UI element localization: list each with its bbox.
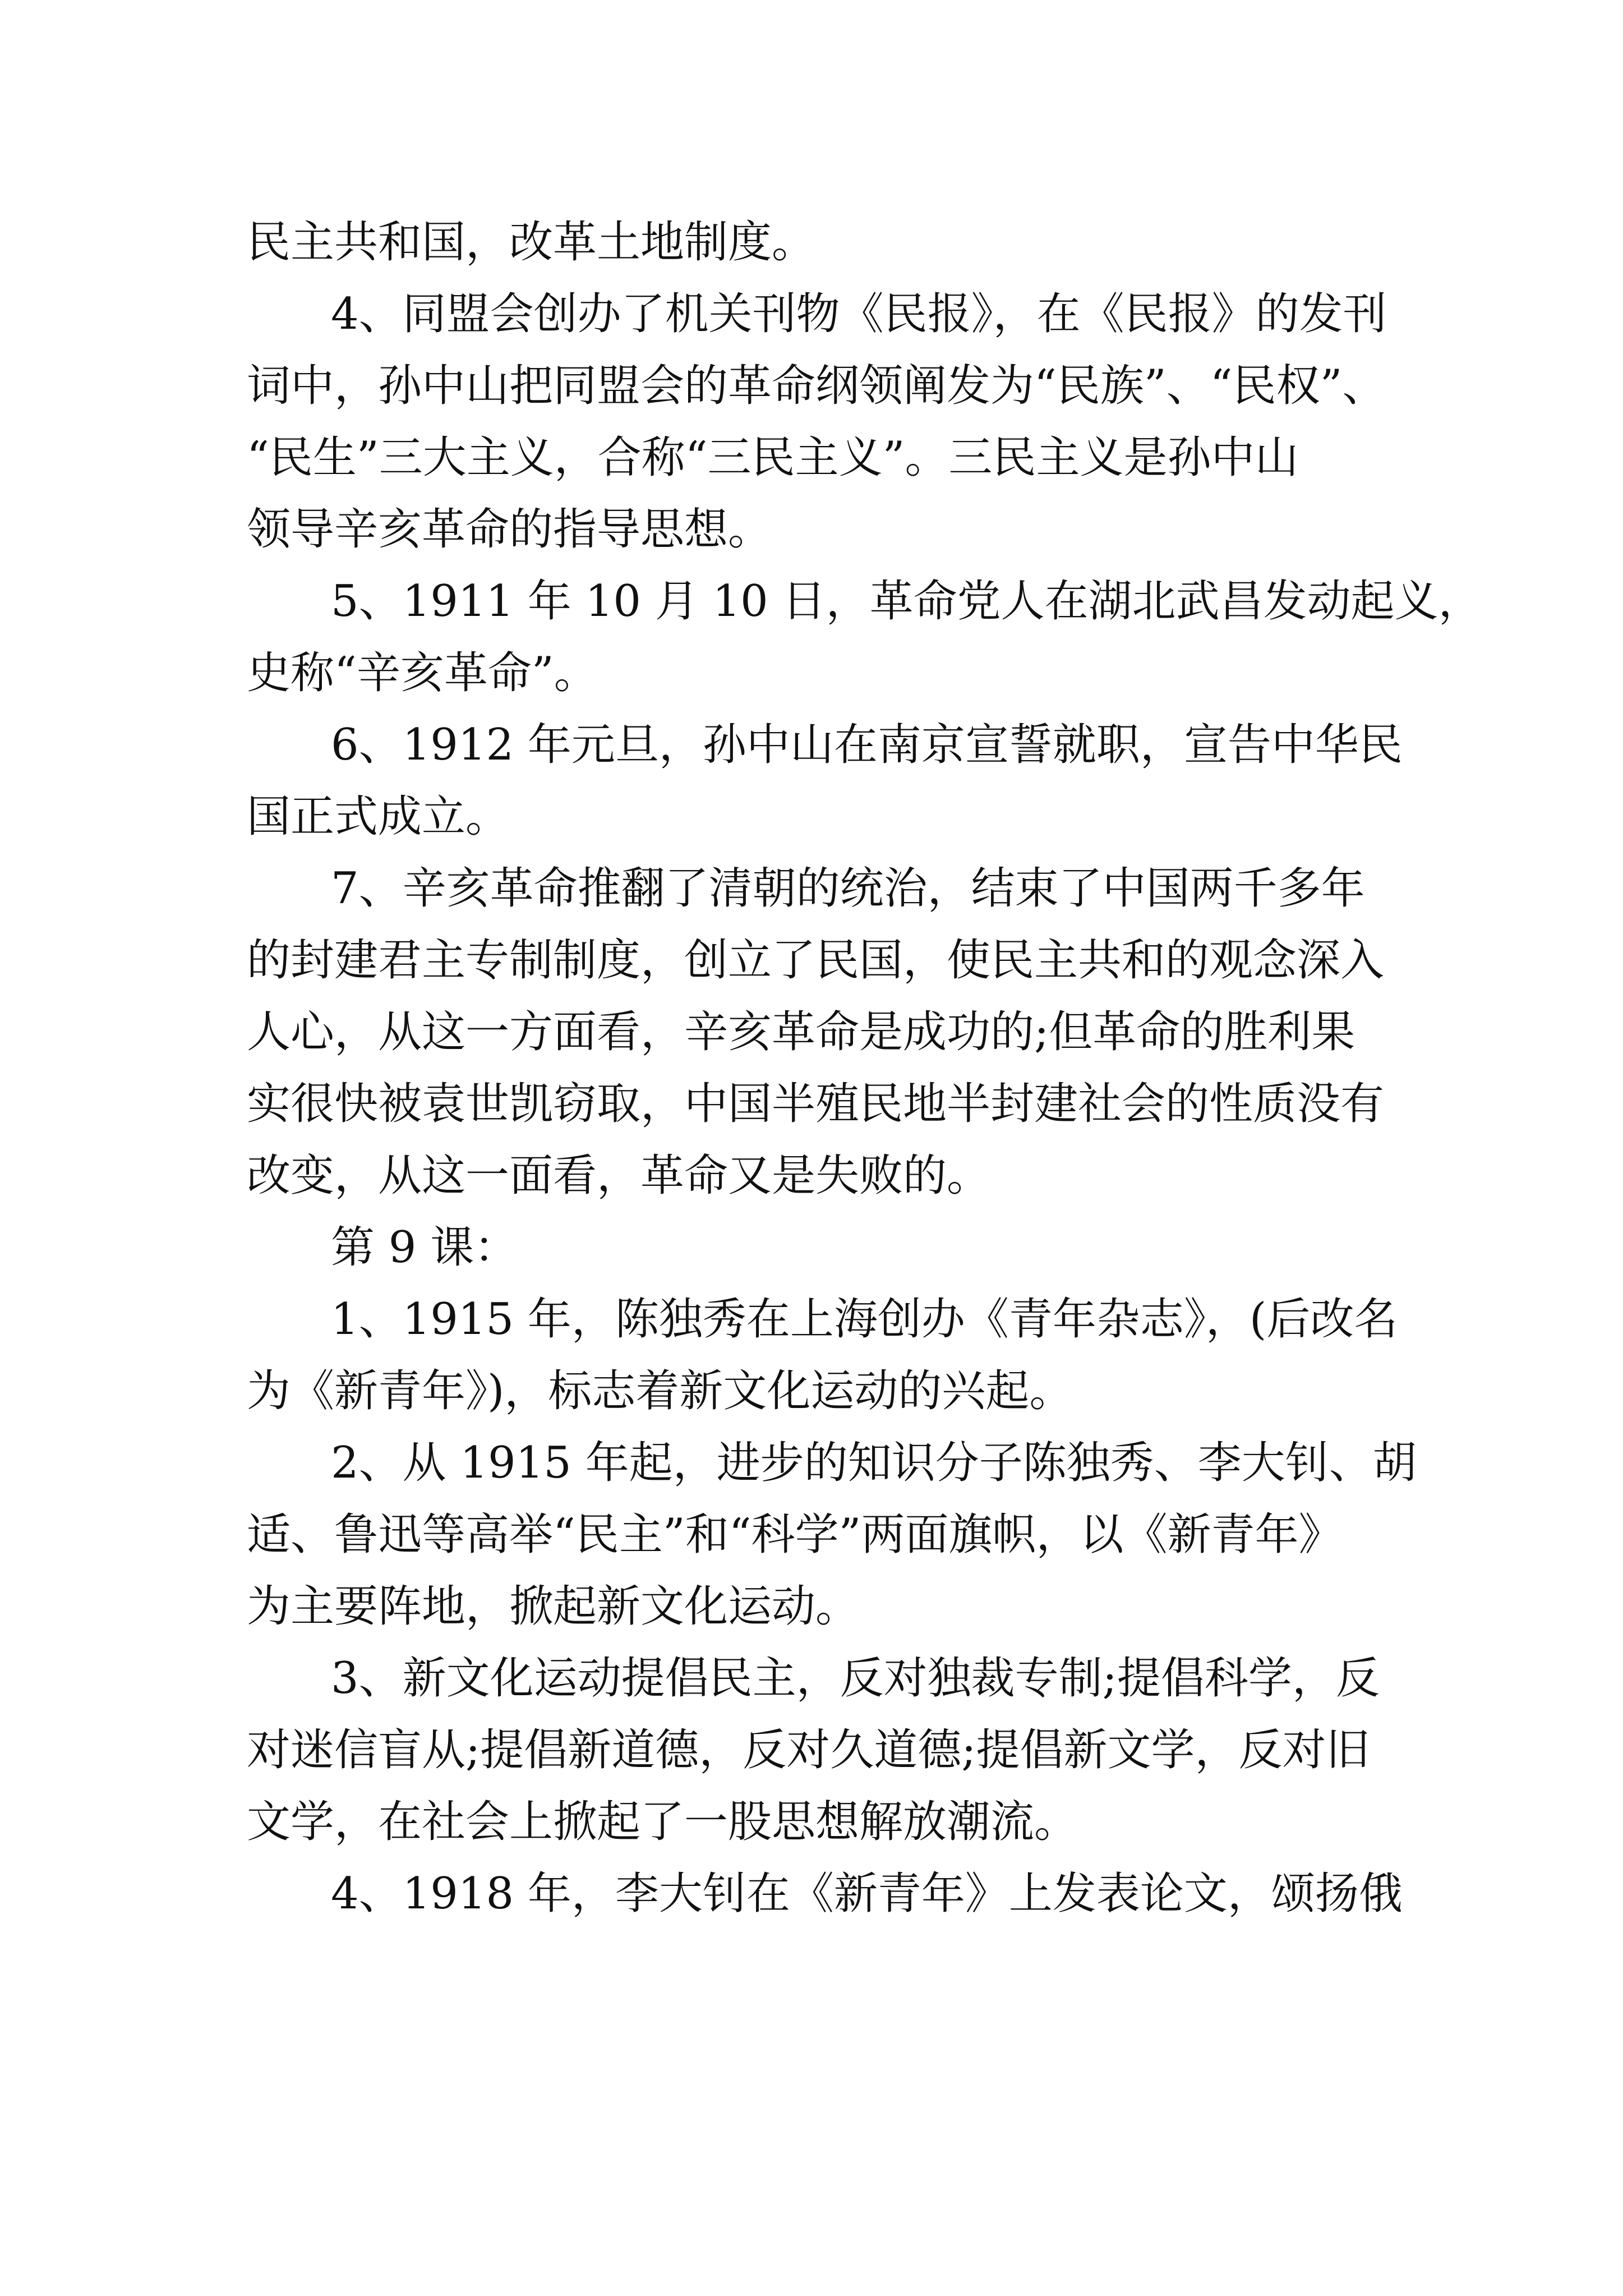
text-line: 改变，从这一面看，革命又是失败的。 bbox=[247, 1151, 991, 1201]
text-line: 人心，从这一方面看，辛亥革命是成功的;但革命的胜利果 bbox=[247, 1007, 1355, 1057]
text-line: 史称“辛亥革命”。 bbox=[247, 648, 598, 698]
text-line: 适、鲁迅等高举“民主”和“科学”两面旗帜，以《新青年》 bbox=[247, 1510, 1343, 1560]
text-line: 实很快被袁世凯窃取，中国半殖民地半封建社会的性质没有 bbox=[247, 1079, 1385, 1129]
document-body bbox=[247, 206, 1482, 1930]
text-line: 领导辛亥革命的指导思想。 bbox=[247, 504, 772, 555]
text-line: 5、1911 年 10 月 10 日，革命党人在湖北武昌发动起义， bbox=[331, 576, 1482, 627]
text-line: 国正式成立。 bbox=[247, 792, 510, 842]
text-line: 词中，孙中山把同盟会的革命纲领阐发为“民族”、“民权”、 bbox=[247, 361, 1386, 411]
text-line: 6、1912 年元旦，孙中山在南京宣誓就职，宣告中华民 bbox=[331, 720, 1403, 770]
text-line: 7、辛亥革命推翻了清朝的统治，结束了中国两千多年 bbox=[331, 863, 1365, 914]
text-line: 4、同盟会创办了机关刊物《民报》，在《民报》的发刊 bbox=[331, 289, 1387, 339]
text-line: 为《新青年》)，标志着新文化运动的兴起。 bbox=[247, 1366, 1073, 1416]
text-line: 对迷信盲从;提倡新道德，反对久道德;提倡新文学，反对旧 bbox=[247, 1725, 1370, 1775]
text-line: 1、1915 年，陈独秀在上海创办《青年杂志》，(后改名 bbox=[331, 1294, 1398, 1345]
text-line: 4、1918 年，李大钊在《新青年》上发表论文，颂扬俄 bbox=[331, 1869, 1403, 1919]
text-line: 文学，在社会上掀起了一股思想解放潮流。 bbox=[247, 1797, 1078, 1847]
lesson-heading: 第 9 课： bbox=[331, 1222, 518, 1273]
text-line: 3、新文化运动提倡民主，反对独裁专制;提倡科学，反 bbox=[331, 1653, 1380, 1704]
text-line: 民主共和国，改革土地制度。 bbox=[247, 217, 816, 268]
text-line: “民生”三大主义，合称“三民主义”。三民主义是孙中山 bbox=[247, 432, 1299, 483]
text-line: 的封建君主专制制度，创立了民国，使民主共和的观念深入 bbox=[247, 935, 1385, 986]
text-line: 2、从 1915 年起，进步的知识分子陈独秀、李大钊、胡 bbox=[331, 1438, 1417, 1488]
text-line: 为主要阵地，掀起新文化运动。 bbox=[247, 1581, 860, 1632]
